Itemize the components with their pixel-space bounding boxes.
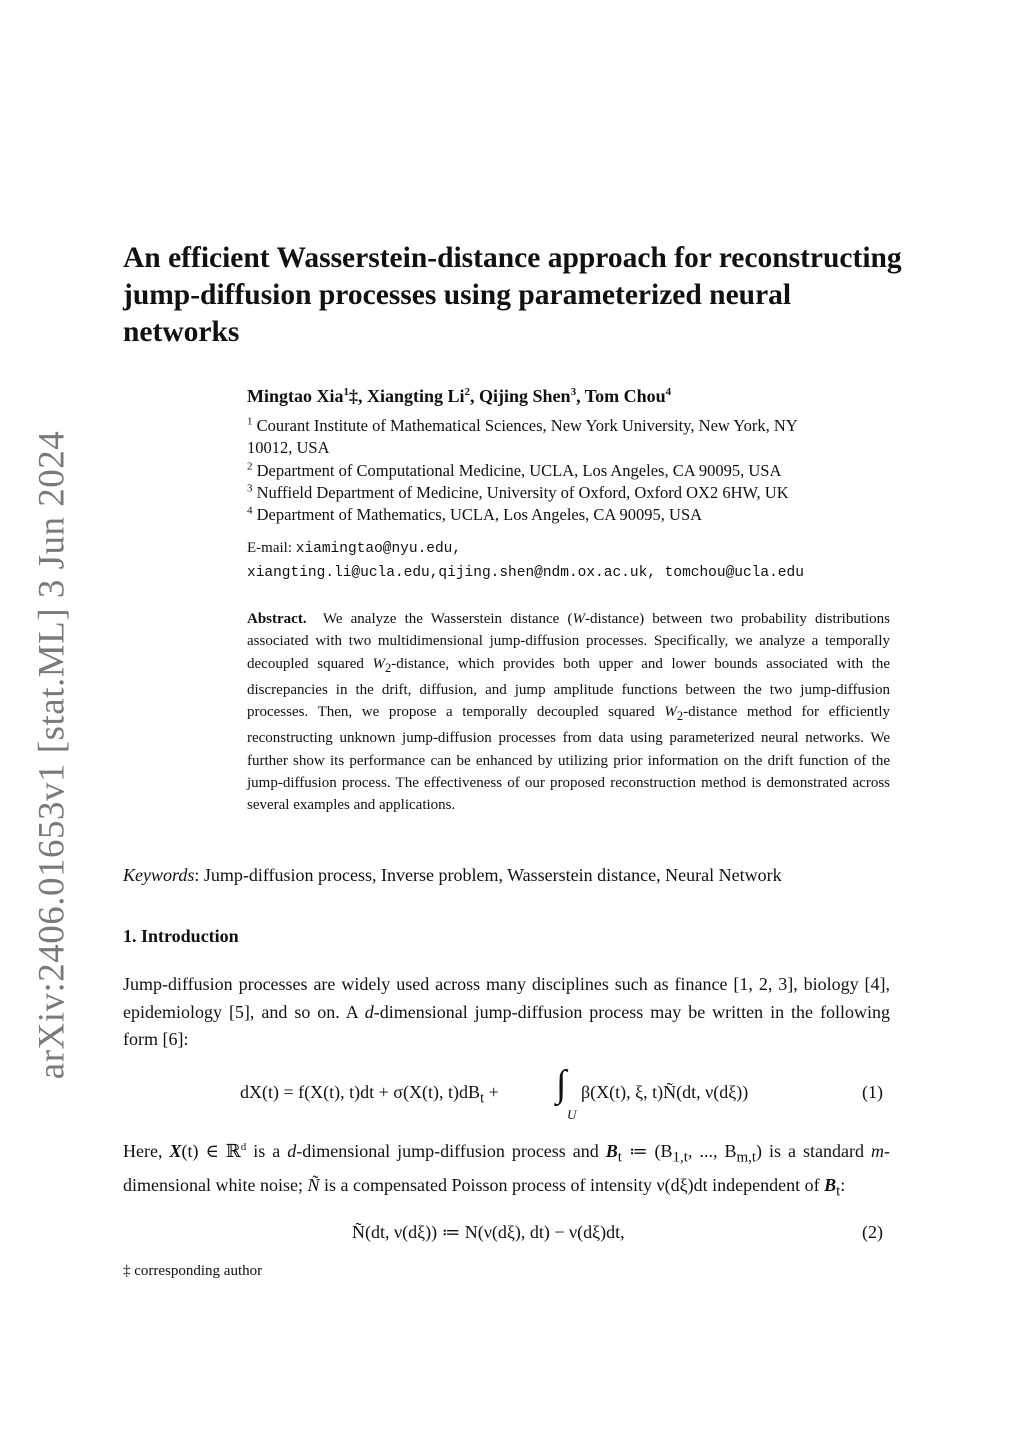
affiliation-text: Department of Mathematics, UCLA, Los Angeles, CA 90095, USA [256,505,703,524]
equation-op: + [484,1082,499,1102]
math-var: m [870,1141,884,1161]
math-sub: m,t [736,1149,757,1166]
integral-symbol: ∫ [556,1063,567,1105]
title-line-2: jump-diffusion processes using parameterized neural [123,279,792,311]
math-var: d [287,1141,297,1161]
math-var: Ñ [307,1175,320,1196]
abstract-text: -distance, which provides both upper and lower bounds associated with the discrepancies in the drift, diffusion, and jump amplitude functions between the two jump-diffusion processes. Then, we propose a temporally decoupled squared [247,655,890,721]
author-affil-sup: 1 [343,386,349,398]
author-separator: , [470,386,480,406]
affiliation-2 [247,460,907,482]
arxiv-identifier: arXiv:2406.01653v1 [stat.ML] 3 Jun 2024 [31,430,73,1080]
paper-title [123,240,923,351]
abstract-math: W [372,655,385,672]
corresponding-mark: ‡ [349,386,358,406]
author-affil-sup: 4 [665,386,672,398]
author-affil-sup: 2 [464,386,471,398]
body-text: Here, [123,1141,170,1161]
footnote: ‡ corresponding author [123,1263,263,1279]
affiliation-number: 4 [247,504,253,517]
email-address[interactable]: xiamingtao@nyu.edu, [295,541,462,557]
abstract-math: W [572,611,585,627]
author-list [247,386,671,407]
math-var: d [364,1001,374,1022]
equation-1 [240,1082,499,1108]
affiliation-text: Nuffield Department of Medicine, University of Oxford, Oxford OX2 6HW, UK [256,483,789,502]
abstract-text: We analyze the Wasserstein distance ( [322,611,573,627]
equation-sub: t [479,1090,485,1107]
keywords [123,865,782,886]
equation-number: (1) [862,1082,883,1102]
author-name: Qijing Shen [479,386,571,406]
affiliation-3 [247,482,907,504]
body-text: Jump-diffusion processes are widely used across many disciplines such as finance [1, 2, 3], biology [4], epidemiology [5], and so on. A [123,974,890,1022]
body-text: is a compensated Poisson process of intensity ν(dξ)dt independent of [319,1175,825,1196]
author-separator: , [576,386,585,406]
email-block [247,537,804,585]
abstract-text: -distance) between two probability distributions associated with two multidimensional jump-diffusion processes. Specifically, we analyze a temporally decoupled squared [247,611,890,672]
affiliation-4 [247,504,907,526]
affiliation-text: Courant Institute of Mathematical Sciences, New York University, New York, NY [256,416,798,435]
abstract-math-sub: 2 [384,660,392,675]
body-text: -dimensional jump-diffusion process may be written in the following form [6]: [123,1001,890,1049]
math-sub: t [836,1183,841,1200]
integral-domain: U [567,1107,577,1122]
author-name: Tom Chou [584,386,666,406]
math-sub: 1,t [672,1149,688,1166]
intro-paragraph [123,971,890,1054]
equation-rhs: β(X(t), ξ, t)Ñ(dt, ν(dξ)) [581,1082,749,1102]
equation-2: Ñ(dt, ν(dξ)) ≔ N(ν(dξ), dt) − ν(dξ)dt, [352,1222,625,1242]
math-var: B [824,1175,837,1196]
affiliation-text: 10012, USA [247,438,330,457]
affiliation-text: Department of Computational Medicine, UCLA, Los Angeles, CA 90095, USA [256,461,782,480]
email-label: E-mail: [247,540,296,556]
author-name: Xiangting Li [367,386,465,406]
body-text: is a [246,1141,288,1161]
body-text: , ..., B [687,1141,737,1161]
abstract-math: W [664,704,677,721]
keywords-text: : Jump-diffusion process, Inverse problem, Wasserstein distance, Neural Network [194,865,782,885]
body-text: : [840,1175,846,1196]
math-sup: d [240,1141,247,1153]
math-var: X [169,1141,182,1161]
author-name: Mingtao Xia [247,386,344,406]
author-affil-sup: 3 [570,386,577,398]
math-var: B [605,1141,618,1161]
affiliation-number: 2 [247,460,253,473]
body-text: -dimensional jump-diffusion process and [296,1141,606,1161]
abstract-math-sub: 2 [676,709,684,724]
body-text: ≔ (B [621,1141,673,1161]
math-sub: t [617,1149,622,1166]
body-text: (t) ∈ ℝ [181,1141,241,1161]
email-address[interactable]: xiangting.li@ucla.edu,qijing.shen@ndm.ox.ac.uk, tomchou@ucla.edu [247,565,804,581]
author-separator: , [358,386,367,406]
equation-number: (2) [862,1222,883,1242]
abstract [247,608,890,817]
title-line-1: An efficient Wasserstein-distance approach for reconstructing [123,242,902,274]
title-line-3: networks [123,316,240,348]
affiliation-number: 3 [247,482,253,495]
affiliation-1 [247,415,907,459]
equation-lhs: dX(t) = f(X(t), t)dt + σ(X(t), t)dB [240,1082,480,1102]
keywords-label: Keywords [123,865,195,885]
body-text: ) is a standard [756,1141,871,1161]
notation-paragraph [123,1138,890,1206]
abstract-label: Abstract. [247,611,307,627]
affiliation-number: 1 [247,415,253,428]
section-heading: 1. Introduction [123,926,239,946]
abstract-text: -distance method for efficiently reconstructing unknown jump-diffusion processes from data using parameterized neural networks. We further show its performance can be enhanced by utilizing prior information on the drift function of the jump-diffusion process. The effectiveness of our proposed reconstruction method is demonstrated across several examples and applications. [247,704,891,814]
body-text: -dimensional white noise; [123,1141,890,1196]
